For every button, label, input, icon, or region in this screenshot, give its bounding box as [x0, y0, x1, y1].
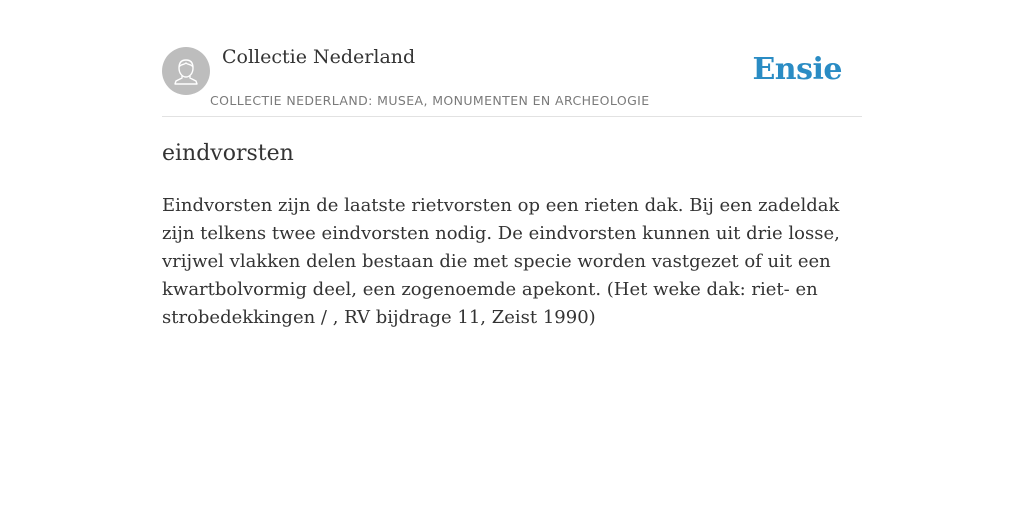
avatar[interactable]	[162, 47, 210, 95]
definition-text: Eindvorsten zijn de laatste rietvorsten op een rieten dak. Bij een zadeldak zijn telkens twee eindvorsten nodig. De eindvorsten kunnen uit drie losse, vrijwel vlakken delen bestaan die met specie worden vastgezet of uit een kwartbolvormig deel, een zogenoemde apekont. (Het weke dak: riet- en strobedekkingen / , RV bijdrage 11, Zeist 1990)	[162, 195, 840, 328]
ensie-logo[interactable]: Ensie	[752, 52, 842, 87]
term-title: eindvorsten	[162, 141, 294, 166]
author-name[interactable]: Collectie Nederland	[222, 46, 416, 68]
header	[162, 0, 862, 117]
user-icon	[162, 47, 210, 95]
page	[162, 0, 862, 328]
author-subtitle: COLLECTIE NEDERLAND: MUSEA, MONUMENTEN EN ARCHEOLOGIE	[210, 93, 650, 108]
